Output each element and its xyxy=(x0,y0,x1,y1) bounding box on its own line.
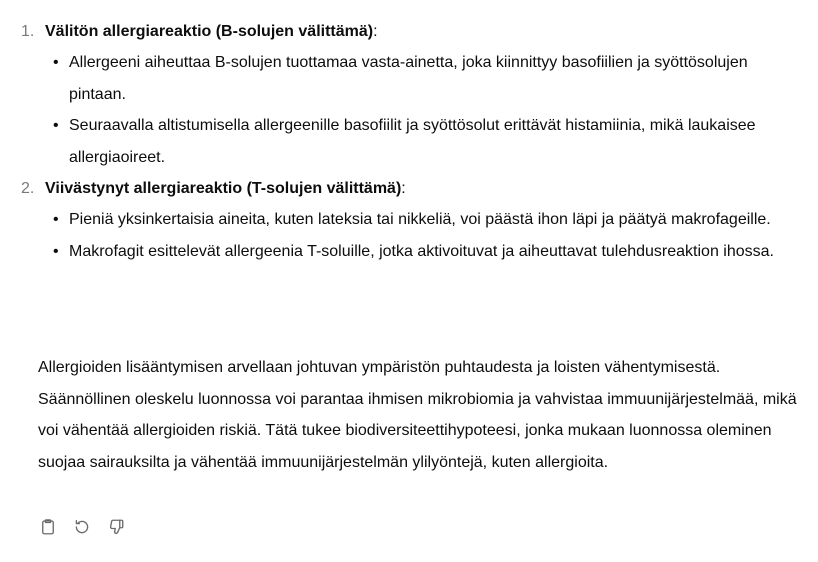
regenerate-button[interactable] xyxy=(72,517,92,537)
bullet-icon: • xyxy=(53,54,59,71)
sub-list-item xyxy=(45,110,790,173)
clipboard-icon xyxy=(39,518,57,536)
thumbs-down-icon xyxy=(107,518,125,536)
sub-list xyxy=(45,47,818,173)
sub-list xyxy=(45,204,818,267)
sub-list-item-text: Pieniä yksinkertaisia aineita, kuten lateksia tai nikkeliä, voi päästä ihon läpi ja päätyä makrofageille. xyxy=(69,211,771,228)
list-item xyxy=(0,173,818,267)
list-item-heading xyxy=(45,173,818,204)
copy-button[interactable] xyxy=(38,517,58,537)
list-item-suffix: : xyxy=(373,23,378,40)
list-item-title: Välitön allergiareaktio (B-solujen välittämä) xyxy=(45,23,374,40)
dislike-button[interactable] xyxy=(106,517,126,537)
sub-list-item-text: Seuraavalla altistumisella allergeenille basofiilit ja syöttösolut erittävät histamiinia, mikä laukaisee allergiaoireet. xyxy=(69,117,756,166)
sub-list-item-text: Allergeeni aiheuttaa B-solujen tuottamaa vasta-ainetta, joka kiinnittyy basofiilien ja syöttösolujen pintaan. xyxy=(69,54,748,103)
sub-list-item xyxy=(45,236,790,268)
reaction-list xyxy=(0,16,818,267)
list-item-heading xyxy=(45,16,818,47)
list-item-suffix: : xyxy=(401,180,406,197)
message-actions xyxy=(38,517,126,537)
regenerate-icon xyxy=(73,518,91,536)
sub-list-item xyxy=(45,204,790,236)
list-number: 2. xyxy=(21,180,35,197)
list-item-title: Viivästynyt allergiareaktio (T-solujen välittämä) xyxy=(45,180,402,197)
list-number: 1. xyxy=(21,23,35,40)
list-item xyxy=(0,16,818,173)
sub-list-item xyxy=(45,47,790,110)
bullet-icon: • xyxy=(53,211,59,228)
sub-list-item-text: Makrofagit esittelevät allergeenia T-soluille, jotka aktivoituvat ja aiheuttavat tulehdusreaktion ihossa. xyxy=(69,242,774,260)
summary-paragraph: Allergioiden lisääntymisen arvellaan johtuvan ympäristön puhtaudesta ja loisten vähentymisestä. Säännöllinen oleskelu luonnossa voi parantaa ihmisen mikrobiomia ja vahvistaa immuunijärjestelmää, mikä voi vähentää allergioiden riskiä. Tätä tukee biodiversiteettihypoteesi, jonka mukaan luonnossa oleminen suojaa sairauksilta ja vähentää immuunijärjestelmän ylilyöntejä, kuten allergioita. xyxy=(38,359,797,471)
bullet-icon: • xyxy=(53,117,59,134)
bullet-icon: • xyxy=(53,242,59,260)
